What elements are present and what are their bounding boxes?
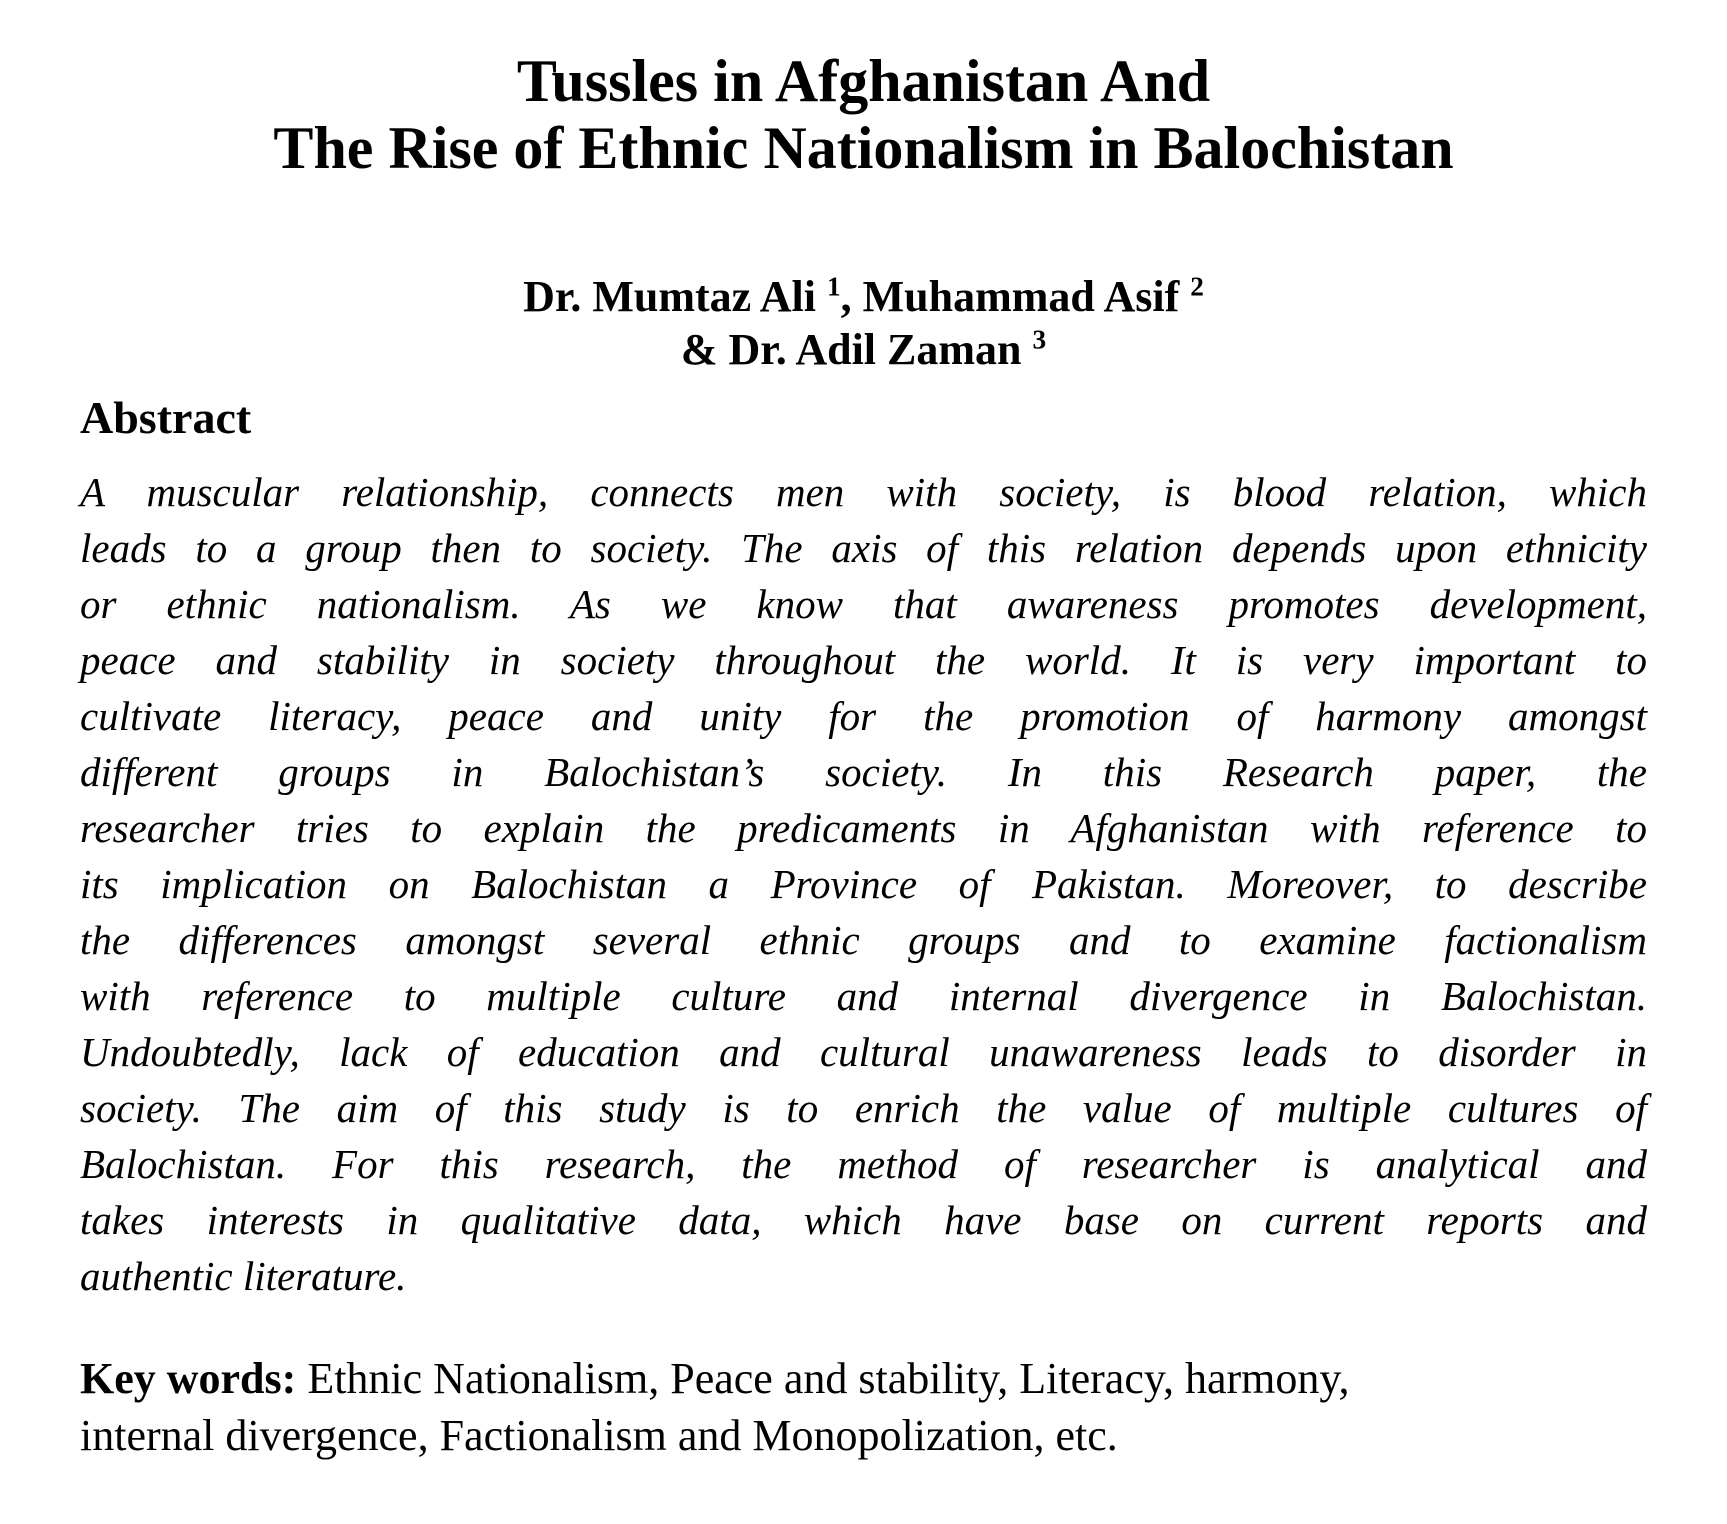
abstract-body: [80, 464, 1647, 1304]
abstract-line: different groups in Balochistan’s society. In this Research paper, the: [80, 749, 1647, 795]
abstract-line: with reference to multiple culture and internal divergence in Balochistan.: [80, 973, 1647, 1019]
keywords: [80, 1350, 1647, 1464]
keywords-text-2: internal divergence, Factionalism and Monopolization, etc.: [80, 1411, 1118, 1460]
authors-line-1: [80, 270, 1647, 323]
authors: [80, 270, 1647, 376]
abstract-line: researcher tries to explain the predicaments in Afghanistan with reference to: [80, 805, 1647, 851]
abstract-line: Undoubtedly, lack of education and cultural unawareness leads to disorder in: [80, 1029, 1647, 1075]
keywords-line-2: [80, 1407, 1647, 1464]
abstract-line: cultivate literacy, peace and unity for the promotion of harmony amongst: [80, 693, 1647, 739]
paper-title-line-1: Tussles in Afghanistan And: [516, 48, 1211, 114]
paper-title: [80, 48, 1647, 182]
abstract-line: its implication on Balochistan a Province of Pakistan. Moreover, to describe: [80, 861, 1647, 907]
paper-title-line-2: The Rise of Ethnic Nationalism in Balochistan: [273, 115, 1454, 181]
abstract-line: takes interests in qualitative data, which have base on current reports and: [80, 1197, 1647, 1243]
keywords-text-1: Ethnic Nationalism, Peace and stability, Literacy, harmony,: [296, 1354, 1350, 1403]
author-name-1: Dr. Mumtaz Ali: [523, 272, 828, 321]
abstract-heading: Abstract: [80, 392, 252, 443]
abstract-line: society. The aim of this study is to enrich the value of multiple cultures of: [80, 1085, 1647, 1131]
keywords-line-1: [80, 1350, 1647, 1407]
author-name-3: & Dr. Adil Zaman: [680, 325, 1033, 374]
author-2-footnote-marker: 2: [1190, 271, 1204, 302]
abstract-line: or ethnic nationalism. As we know that awareness promotes development,: [80, 581, 1647, 627]
abstract-line: A muscular relationship, connects men with society, is blood relation, which: [80, 469, 1647, 515]
abstract-line: the differences amongst several ethnic groups and to examine factionalism: [80, 917, 1647, 963]
authors-line-2: [80, 323, 1647, 376]
abstract-line: leads to a group then to society. The axis of this relation depends upon ethnicity: [80, 525, 1647, 571]
abstract-line: peace and stability in society throughout the world. It is very important to: [80, 637, 1647, 683]
author-name-2: , Muhammad Asif: [840, 272, 1191, 321]
abstract-line: Balochistan. For this research, the method of researcher is analytical and: [80, 1141, 1647, 1187]
author-1-footnote-marker: 1: [827, 271, 841, 302]
author-3-footnote-marker: 3: [1032, 324, 1047, 355]
abstract-line: authentic literature.: [80, 1253, 407, 1299]
keywords-label: Key words:: [80, 1354, 297, 1403]
